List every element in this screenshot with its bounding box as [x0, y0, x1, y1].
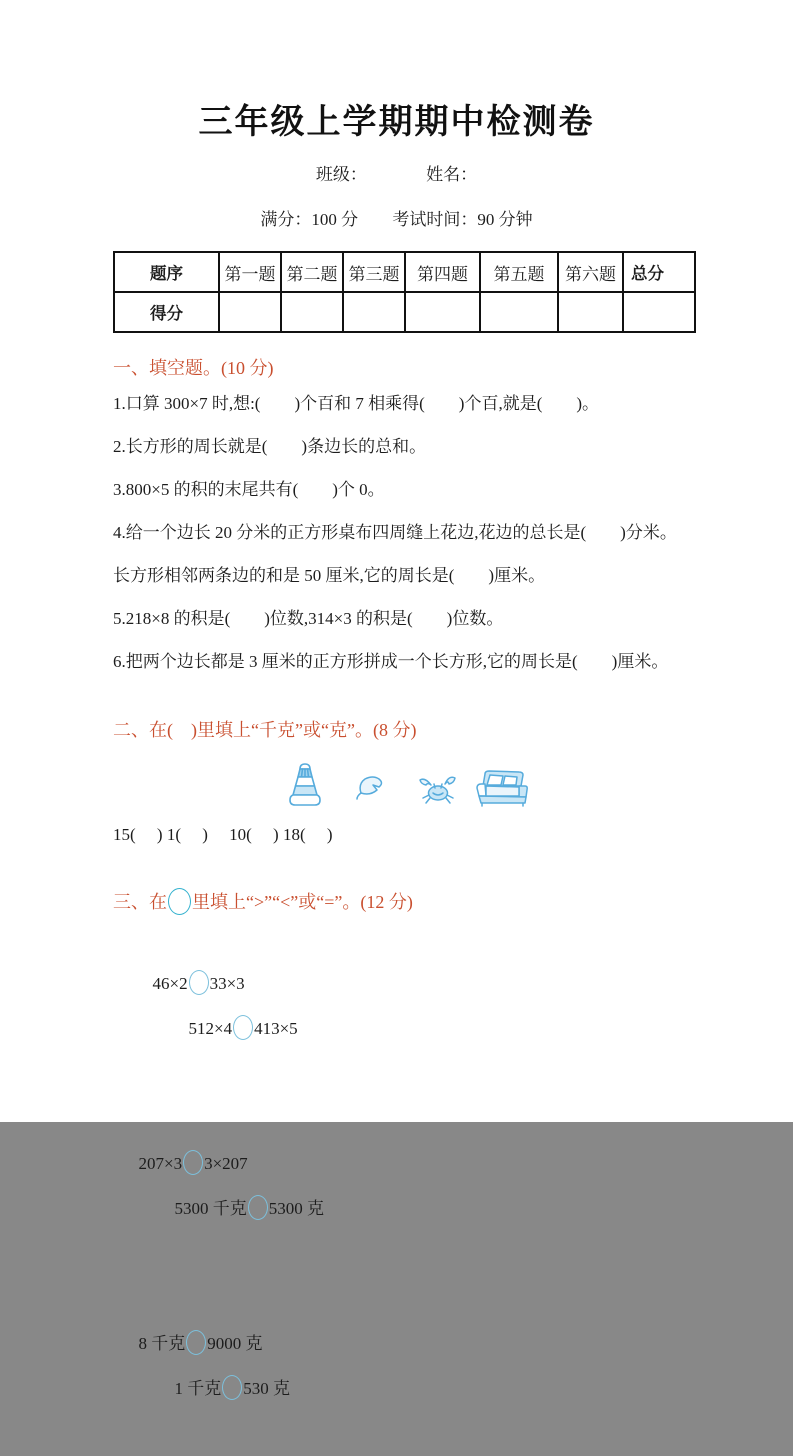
header-cell-total: 总分 [623, 252, 695, 292]
header-cell-q6: 第六题 [558, 252, 623, 292]
crab-image [417, 771, 459, 807]
compare-left: 46×2 [152, 974, 188, 993]
compare-right: 413×5 [254, 1019, 298, 1038]
comparison-row-3 [113, 1276, 687, 1456]
compare-circle-icon [189, 970, 209, 995]
header-cell-q1: 第一题 [219, 252, 281, 292]
section-two-heading: 二、在( )里填上“千克”或“克”。(8 分) [113, 720, 417, 740]
compare-right: 33×3 [209, 974, 245, 993]
answer-blanks-line: 15( ) 1( ) 10( ) 18( ) [113, 825, 333, 844]
compare-left: 5300 千克 [174, 1199, 247, 1218]
question-1: 1.口算 300×7 时,想:( )个百和 7 相乘得( )个百,就是( )。 [113, 394, 600, 413]
question-5: 5.218×8 的积是( )位数,314×3 的积是( )位数。 [113, 609, 504, 628]
comparison-pair [175, 1379, 291, 1398]
exam-time-label: 考试时间：90 分钟 [392, 210, 533, 229]
compare-circle-icon [168, 888, 191, 915]
score-cell-q2 [281, 292, 343, 332]
score-row-label: 得分 [114, 292, 219, 332]
exam-info-line [0, 205, 793, 230]
full-score-label: 满分：100 分 [260, 210, 359, 229]
score-cell-q3 [343, 292, 405, 332]
compare-circle-icon [248, 1195, 268, 1220]
name-label: 姓名： [426, 165, 478, 184]
comparison-row-2 [113, 1096, 687, 1276]
section-fill-in-blanks [113, 354, 687, 683]
question-2: 2.长方形的周长就是( )条边长的总和。 [113, 437, 427, 456]
question-6: 6.把两个边长都是 3 厘米的正方形拼成一个长方形,它的周长是( )厘米。 [113, 652, 669, 671]
header-cell-q5: 第五题 [480, 252, 558, 292]
compare-circle-icon [222, 1375, 242, 1400]
student-info-line [0, 160, 793, 185]
page-title: 三年级上学期期中检测卷 [198, 103, 595, 141]
class-label: 班级： [315, 165, 367, 184]
stacking-toy-image [285, 760, 325, 810]
section-unit-choice [113, 716, 687, 852]
header-cell-q2: 第二题 [281, 252, 343, 292]
comparison-pair [153, 974, 245, 993]
score-cell-q5 [480, 292, 558, 332]
compare-left: 207×3 [138, 1154, 183, 1173]
compare-circle-icon [183, 1150, 203, 1175]
question-3: 3.800×5 的积的末尾共有( )个 0。 [113, 480, 385, 499]
compare-right: 530 克 [243, 1379, 290, 1398]
comparison-pair [175, 1199, 325, 1218]
score-cell-q1 [219, 292, 281, 332]
header-cell-q3: 第三题 [343, 252, 405, 292]
comparison-row-1 [113, 916, 687, 1096]
compare-right: 9000 克 [207, 1334, 263, 1353]
score-cell-q6 [558, 292, 623, 332]
illustration-row [285, 760, 687, 810]
header-cell-q4: 第四题 [405, 252, 480, 292]
compare-left: 512×4 [188, 1019, 233, 1038]
section-three-heading-suffix: 里填上“>”“<”或“=”。(12 分) [192, 892, 413, 912]
score-cell-q4 [405, 292, 480, 332]
compare-left: 8 千克 [138, 1334, 186, 1353]
compare-right: 5300 克 [268, 1199, 324, 1218]
score-table-score-row [114, 292, 695, 332]
comparison-pair [139, 1334, 263, 1353]
section-one-heading: 一、填空题。(10 分) [113, 358, 274, 378]
score-table [113, 251, 696, 333]
header-cell-question-order: 题序 [114, 252, 219, 292]
compare-circle-icon [186, 1330, 206, 1355]
compare-left: 1 千克 [174, 1379, 222, 1398]
comparison-pair [139, 1154, 248, 1173]
section-three-heading [113, 888, 687, 916]
compare-right: 3×207 [204, 1154, 248, 1173]
ginkgo-leaf-image [353, 775, 385, 801]
question-4: 4.给一个边长 20 分米的正方形桌布四周缝上花边,花边的总长是( )分米。长方形相邻两条边的和是 50 厘米,它的周长是( )厘米。 [113, 523, 677, 585]
section-three-heading-prefix: 三、在 [113, 892, 167, 912]
section-comparison [113, 888, 687, 1456]
score-cell-total [623, 292, 695, 332]
sofa-image [473, 766, 531, 808]
score-table-header-row [114, 252, 695, 292]
compare-circle-icon [233, 1015, 253, 1040]
comparison-pair [189, 1019, 298, 1038]
